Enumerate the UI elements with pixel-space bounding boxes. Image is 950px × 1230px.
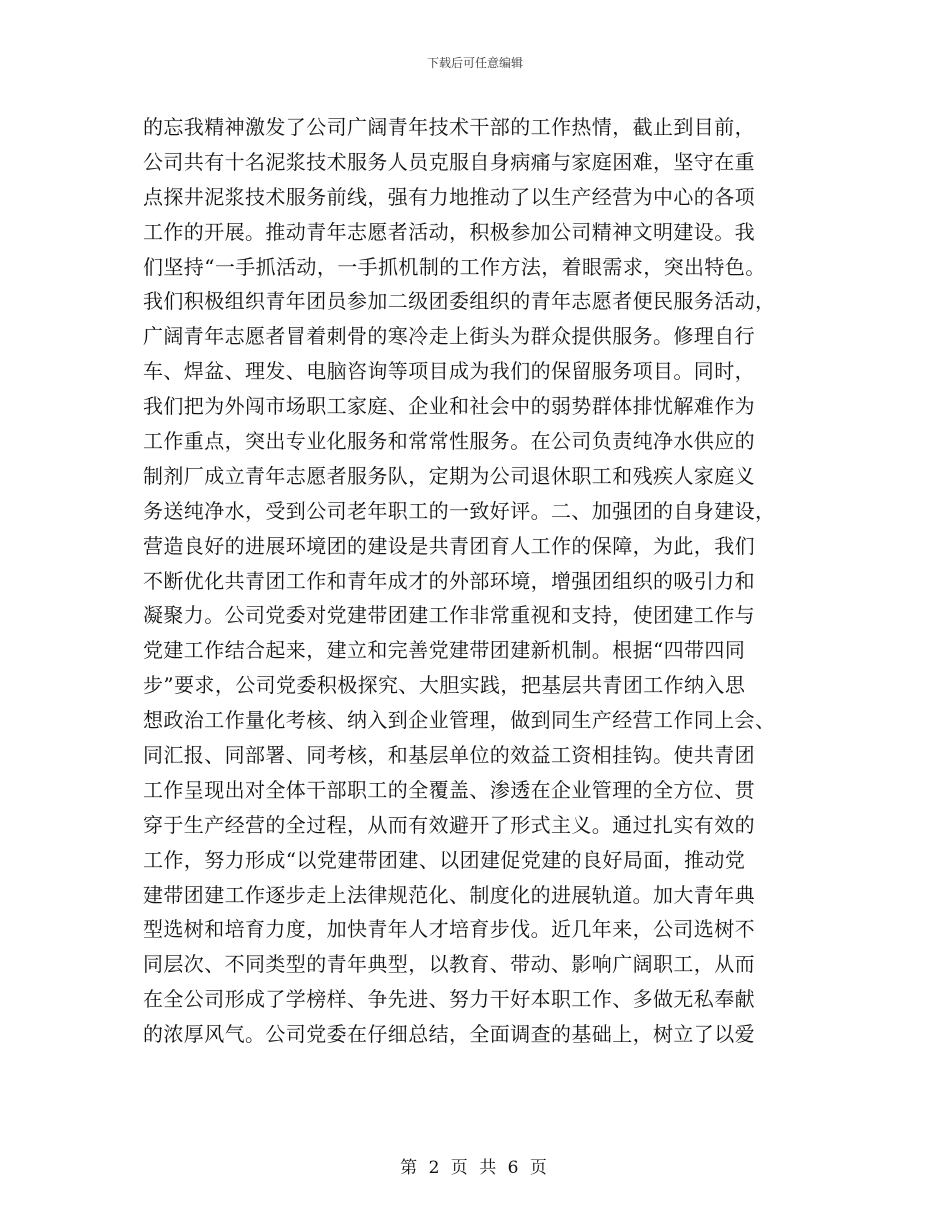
text-line: 公司共有十名泥浆技术服务人员克服自身病痛与家庭困难，坚守在重 [143, 149, 755, 174]
text-line: 工作呈现出对全体干部职工的全覆盖、渗透在企业管理的全方位、贯 [143, 777, 755, 802]
text-line: 我们把为外闯市场职工家庭、企业和社会中的弱势群体排忧解难作为 [143, 394, 755, 419]
text-line: 我们积极组织青年团员参加二级团委组织的青年志愿者便民服务活动， [143, 289, 776, 314]
text-line: 营造良好的进展环境团的建设是共青团育人工作的保障，为此，我们 [143, 533, 755, 558]
text-line: 穿于生产经营的全过程，从而有效避开了形式主义。通过扎实有效的 [143, 812, 755, 837]
text-line: 的浓厚风气。公司党委在仔细总结，全面调查的基础上，树立了以爱 [143, 1022, 755, 1047]
page-header: 下载后可任意编辑 [426, 56, 523, 70]
text-line: 同汇报、同部署、同考核，和基层单位的效益工资相挂钩。使共青团 [143, 743, 755, 768]
text-line: 想政治工作量化考核、纳入到企业管理，做到同生产经营工作同上会、 [143, 708, 776, 733]
text-line: 步”要求，公司党委积极探究、大胆实践，把基层共青团工作纳入思 [143, 673, 746, 698]
text-line: 车、焊盆、理发、电脑咨询等项目成为我们的保留服务项目。同时， [143, 359, 755, 384]
text-line: 点探井泥浆技术服务前线，强有力地推动了以生产经营为中心的各项 [143, 184, 755, 209]
text-line: 不断优化共青团工作和青年成才的外部环境，增强团组织的吸引力和 [143, 568, 755, 593]
text-line: 在全公司形成了学榜样、争先进、努力干好本职工作、多做无私奉献 [143, 987, 755, 1012]
text-line: 工作，努力形成“以党建带团建、以团建促党建的良好局面，推动党 [143, 847, 746, 872]
text-line: 凝聚力。公司党委对党建带团建工作非常重视和支持，使团建工作与 [143, 603, 755, 628]
text-line: 制剂厂成立青年志愿者服务队，定期为公司退休职工和残疾人家庭义 [143, 463, 755, 488]
text-line: 务送纯净水，受到公司老年职工的一致好评。二、加强团的自身建设， [143, 498, 776, 523]
text-line: 同层次、不同类型的青年典型，以教育、带动、影响广阔职工，从而 [143, 952, 755, 977]
text-line: 们坚持“一手抓活动，一手抓机制的工作方法，着眼需求，突出特色。 [143, 254, 766, 279]
text-line: 广阔青年志愿者冒着刺骨的寒冷走上街头为群众提供服务。修理自行 [143, 324, 755, 349]
body-text [143, 110, 813, 1052]
text-line: 的忘我精神激发了公司广阔青年技术干部的工作热情，截止到目前， [143, 115, 755, 139]
page-number-footer: 第 2 页 共 6 页 [400, 1158, 550, 1178]
text-line: 党建工作结合起来，建立和完善党建带团建新机制。根据“四带四同 [143, 638, 746, 663]
text-line: 工作的开展。推动青年志愿者活动，积极参加公司精神文明建设。我 [143, 219, 755, 244]
text-line: 型选树和培育力度，加快青年人才培育步伐。近几年来，公司选树不 [143, 917, 755, 942]
text-line: 工作重点，突出专业化服务和常常性服务。在公司负责纯净水供应的 [143, 429, 755, 454]
text-line: 建带团建工作逐步走上法律规范化、制度化的进展轨道。加大青年典 [143, 882, 755, 907]
